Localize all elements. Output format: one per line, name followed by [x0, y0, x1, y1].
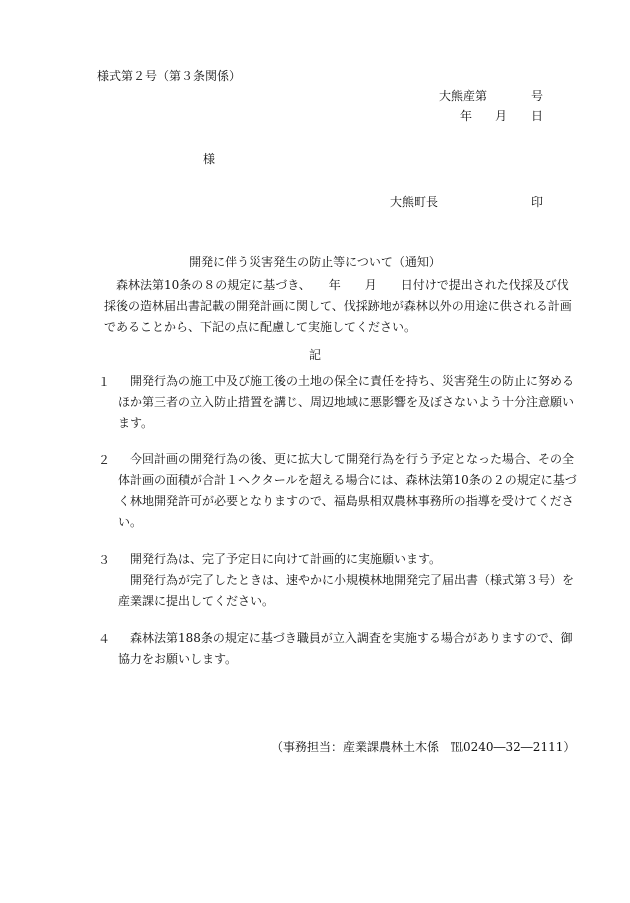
item-line: 協力をお願いします。 — [118, 652, 238, 666]
seal-mark: 印 — [531, 195, 544, 209]
item-number: １ — [98, 375, 111, 389]
sender-name: 大熊町長 — [390, 195, 439, 209]
contact-info: （事務担当：産業課農林土木係 ℡0240―32―2111） — [271, 740, 576, 754]
date-year: 年 — [460, 109, 473, 123]
date-month: 月 — [495, 109, 508, 123]
document-title: 開発に伴う災害発生の防止等について（通知） — [189, 255, 441, 269]
item-line: 開発行為は、完了予定日に向けて計画的に実施願います。 — [130, 552, 442, 566]
item-text — [118, 549, 575, 612]
item-line: 開発行為が完了したときは、速やかに小規模林地開発完了届出書（様式第３号）を — [130, 573, 575, 587]
document-number — [0, 89, 630, 103]
form-label: 様式第２号（第３条関係） — [97, 69, 242, 83]
item-text — [118, 628, 573, 670]
document-number-prefix: 大熊産第 — [439, 89, 488, 103]
item-text — [118, 449, 577, 533]
item-line: 体計画の面積が合計１ヘクタールを超える場合には、森林法第10条の２の規定に基づ — [118, 473, 577, 487]
item-line: 今回計画の開発行為の後、更に拡大して開発行為を行う予定となった場合、その全 — [130, 452, 575, 466]
date-day: 日 — [531, 109, 544, 123]
item-line: い。 — [118, 515, 143, 529]
ki-heading: 記 — [308, 348, 321, 362]
item-line: 産業課に提出してください。 — [118, 594, 275, 608]
item-line: 森林法第188条の規定に基づき職員が立入調査を実施する場合がありますので、御 — [130, 631, 573, 645]
intro-line: であることから、下記の点に配慮して実施してください。 — [104, 320, 417, 334]
intro-paragraph — [104, 275, 574, 338]
addressee-honorific: 様 — [203, 152, 216, 166]
item-number: ３ — [98, 553, 111, 567]
item-line: 開発行為の施工中及び施工後の土地の保全に責任を持ち、災害発生の防止に努める — [130, 374, 575, 388]
item-number: ２ — [98, 453, 111, 467]
item-text — [118, 371, 575, 434]
document-number-suffix: 号 — [531, 89, 544, 103]
item-number: ４ — [98, 632, 111, 646]
item-line: く林地開発許可が必要となりますので、福島県相双農林事務所の指導を受けてくださ — [118, 494, 574, 508]
sender-line — [0, 195, 630, 209]
item-line: ます。 — [118, 416, 154, 430]
intro-line: 森林法第10条の８の規定に基づき、 年 月 日付けで提出された伐採及び伐 — [116, 278, 569, 292]
intro-line: 採後の造林届出書記載の開発計画に関して、伐採跡地が森林以外の用途に供される計画 — [104, 299, 572, 313]
item-line: ほか第三者の立入防止措置を講じ、周辺地域に悪影響を及ぼさないよう十分注意願い — [118, 395, 575, 409]
document-date — [0, 109, 630, 123]
